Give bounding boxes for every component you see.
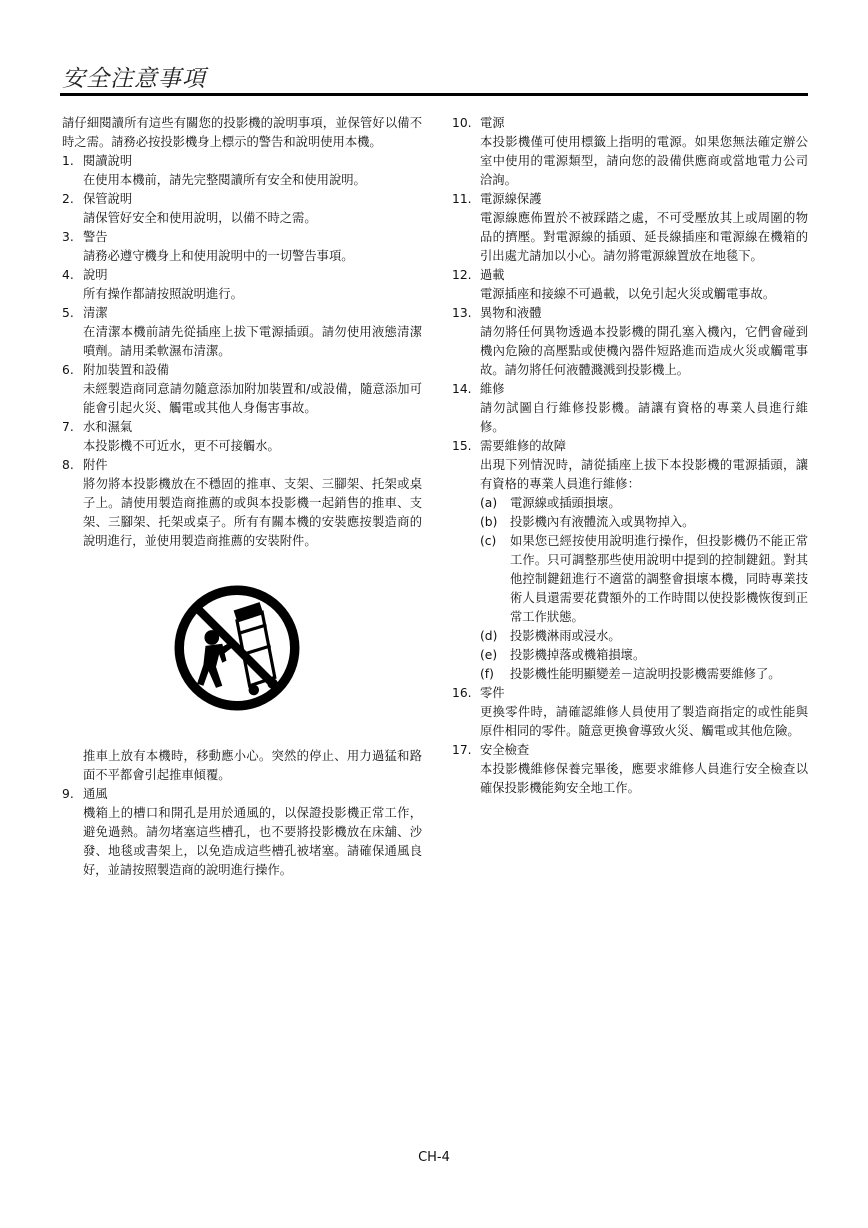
item-body: 將勿將本投影機放在不穩固的推車、支架、三腳架、托架或桌子上。請使用製造商推薦的或與本投影機一起銷售的推車、支架、三腳架、托架或桌子。所有有關本機的安裝應按製造商的說明進行，並使用製造商推薦的安裝附件。 — [83, 477, 422, 548]
item-heading: 需要維修的故障 — [480, 439, 567, 453]
item-heading: 電源線保護 — [480, 192, 542, 206]
intro-paragraph: 請仔細閱讀所有這些有關您的投影機的說明事項，並保管好以備不時之需。請務必按投影機身上標示的警告和說明使用本機。 — [62, 116, 422, 149]
item-heading: 閱讀說明 — [83, 154, 133, 168]
item-number: 15. — [452, 439, 472, 453]
cart-caption: 推車上放有本機時，移動應小心。突然的停止、用力過猛和路面不平都會引起推車傾覆。 — [83, 749, 422, 782]
page-title: 安全注意事項 — [62, 66, 206, 92]
sub-label: (d) — [480, 629, 498, 643]
item-heading: 水和濕氣 — [83, 420, 133, 434]
item-body: 在清潔本機前請先從插座上拔下電源插頭。請勿使用液態清潔噴劑。請用柔軟濕布清潔。 — [83, 325, 422, 358]
item-number: 2. — [62, 192, 74, 206]
item-body: 請保管好安全和使用說明，以備不時之需。 — [83, 211, 317, 225]
item-body: 所有操作都請按照說明進行。 — [83, 287, 243, 301]
cart-tip-warning-icon — [174, 585, 300, 711]
list-item-16 — [452, 684, 808, 741]
item-heading: 維修 — [480, 382, 505, 396]
item-body: 更換零件時，請確認維修人員使用了製造商指定的或性能與原件相同的零件。隨意更換會導致火災、觸電或其他危險。 — [480, 705, 808, 738]
item-body: 請勿將任何異物透過本投影機的開孔塞入機內，它們會碰到機內危險的高壓點或使機內器件短路進而造成火災或觸電事故。請勿將任何液體濺溅到投影機上。 — [480, 325, 808, 377]
item-body: 機箱上的槽口和開孔是用於通風的，以保證投影機正常工作，避免過熱。請勿堵塞這些槽孔，也不要將投影機放在床舖、沙發、地毯或書架上，以免造成這些槽孔被堵塞。請確保通風良好，並請按照製造商的說明進行操作。 — [83, 806, 422, 877]
item-body: 本投影機僅可使用標籤上指明的電源。如果您無法確定辦公室中使用的電源類型，請向您的設備供應商或當地電力公司洽詢。 — [480, 135, 808, 187]
item-body: 本投影機不可近水，更不可接觸水。 — [83, 439, 280, 453]
item-heading: 附加裝置和設備 — [83, 363, 170, 377]
title-divider — [60, 93, 808, 96]
sub-item-e — [480, 646, 808, 665]
sub-text: 投影機掉落或機箱損壞。 — [510, 648, 646, 662]
list-item-17 — [452, 741, 808, 798]
list-item-8 — [62, 456, 422, 551]
sub-item-a — [480, 494, 808, 513]
sub-text: 投影機內有液體流入或異物掉入。 — [510, 515, 695, 529]
list-item-2 — [62, 190, 422, 228]
item-body: 請務必遵守機身上和使用說明中的一切警告事項。 — [83, 249, 354, 263]
item-heading: 清潔 — [83, 306, 108, 320]
item-number: 4. — [62, 268, 74, 282]
list-item-9 — [62, 785, 422, 880]
list-item-10 — [452, 114, 808, 190]
item-number: 1. — [62, 154, 74, 168]
item-heading: 通風 — [83, 787, 108, 801]
item-heading: 安全檢查 — [480, 743, 530, 757]
sub-label: (a) — [480, 496, 498, 510]
sub-text: 投影機淋雨或浸水。 — [510, 629, 621, 643]
left-column — [62, 114, 422, 880]
sub-item-d — [480, 627, 808, 646]
list-item-13 — [452, 304, 808, 380]
sub-label: (c) — [480, 534, 497, 548]
item-heading: 警告 — [83, 230, 108, 244]
list-item-6 — [62, 361, 422, 418]
item-number: 17. — [452, 743, 472, 757]
item-number: 10. — [452, 116, 472, 130]
sub-text: 如果您已經按使用說明進行操作，但投影機仍不能正常工作。只可調整那些使用說明中提到的控制鍵鈕。對其他控制鍵鈕進行不適當的調整會損壞本機，同時專業技術人員還需要花費額外的工作時間以使投影機恢復到正常工作狀態。 — [510, 534, 808, 624]
item-number: 14. — [452, 382, 472, 396]
item-number: 12. — [452, 268, 472, 282]
right-column — [452, 114, 808, 798]
item-heading: 異物和液體 — [480, 306, 542, 320]
item-heading: 附件 — [83, 458, 108, 472]
item-body: 在使用本機前，請先完整閱讀所有安全和使用說明。 — [83, 173, 366, 187]
sub-text: 投影機性能明顯變差－這說明投影機需要維修了。 — [510, 667, 781, 681]
item-heading: 過載 — [480, 268, 505, 282]
sub-item-f — [480, 665, 808, 684]
sub-item-c — [480, 532, 808, 627]
item-body: 電源線應佈置於不被踩踏之處，不可受壓放其上或周圍的物品的擠壓。對電源線的插頭、延長線插座和電源線在機箱的引出處尤請加以小心。請勿將電源線置放在地毯下。 — [480, 211, 808, 263]
item-number: 8. — [62, 458, 74, 472]
list-item-12 — [452, 266, 808, 304]
item-heading: 保管說明 — [83, 192, 133, 206]
item-body: 電源插座和接線不可過載，以免引起火災或觸電事故。 — [480, 287, 776, 301]
item-number: 3. — [62, 230, 74, 244]
item-body: 請勿試圖自行維修投影機。請讓有資格的專業人員進行維修。 — [480, 401, 808, 434]
item-number: 5. — [62, 306, 74, 320]
item-heading: 說明 — [83, 268, 108, 282]
item-number: 6. — [62, 363, 74, 377]
sub-label: (e) — [480, 648, 498, 662]
list-item-3 — [62, 228, 422, 266]
list-item-4 — [62, 266, 422, 304]
item-number: 11. — [452, 192, 472, 206]
sub-label: (f) — [480, 667, 494, 681]
list-item-15 — [452, 437, 808, 684]
item-number: 9. — [62, 787, 74, 801]
item-body: 未經製造商同意請勿隨意添加附加裝置和/或設備，隨意添加可能會引起火災、觸電或其他人身傷害事故。 — [83, 382, 422, 415]
item-heading: 零件 — [480, 686, 505, 700]
item-body: 本投影機維修保養完畢後，應要求維修人員進行安全檢查以確保投影機能夠安全地工作。 — [480, 762, 808, 795]
list-item-14 — [452, 380, 808, 437]
page-number: CH-4 — [418, 1150, 450, 1165]
item-body: 出現下列情況時，請從插座上拔下本投影機的電源插頭，讓有資格的專業人員進行維修： — [480, 458, 808, 491]
item-number: 7. — [62, 420, 74, 434]
sub-label: (b) — [480, 515, 498, 529]
item-heading: 電源 — [480, 116, 505, 130]
sub-text: 電源線或插頭損壞。 — [510, 496, 621, 510]
list-item-11 — [452, 190, 808, 266]
item-number: 16. — [452, 686, 472, 700]
sub-item-b — [480, 513, 808, 532]
list-item-1 — [62, 152, 422, 190]
item-number: 13. — [452, 306, 472, 320]
list-item-7 — [62, 418, 422, 456]
list-item-5 — [62, 304, 422, 361]
